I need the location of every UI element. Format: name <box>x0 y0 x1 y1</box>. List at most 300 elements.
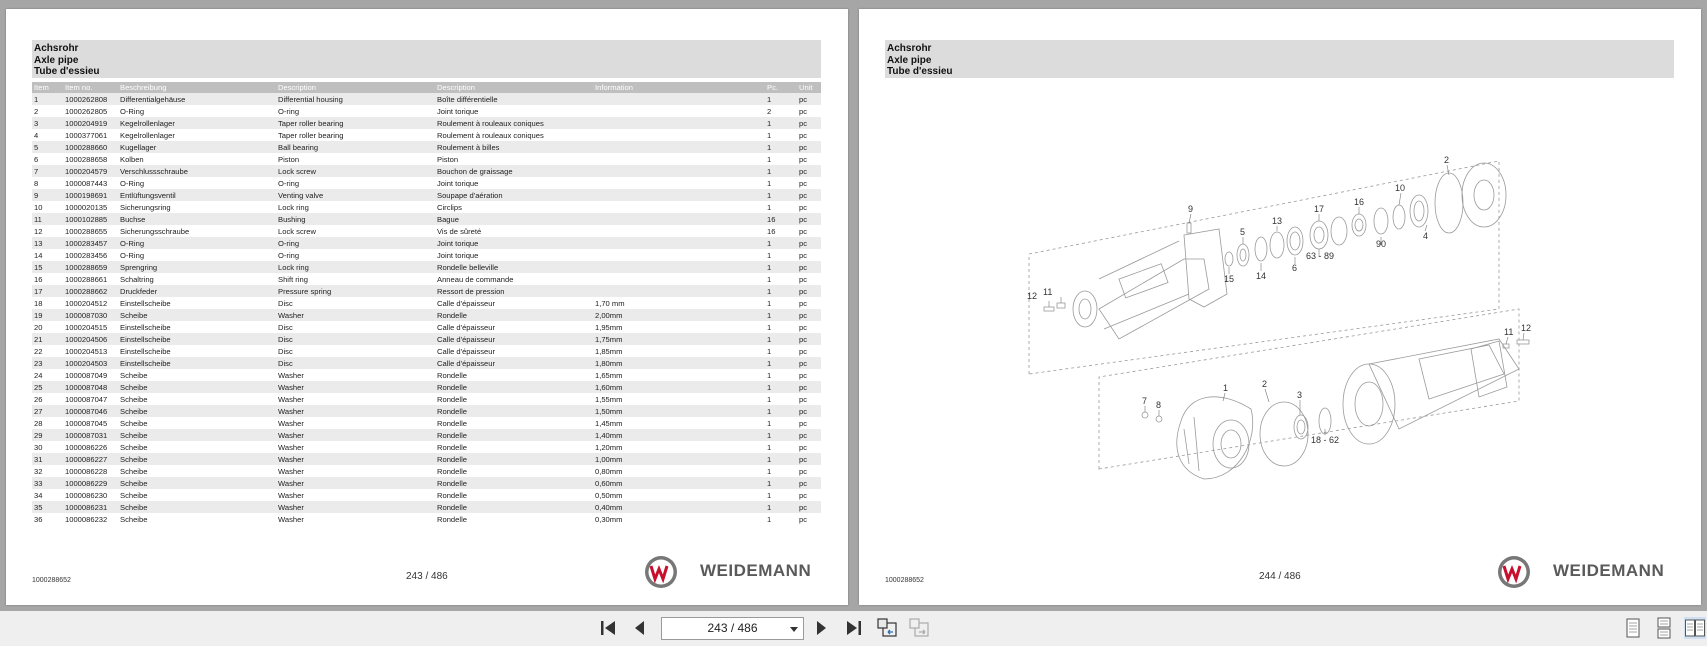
column-header: Item <box>32 82 63 93</box>
table-cell: 36 <box>34 514 43 524</box>
chevron-down-icon <box>790 627 798 632</box>
table-cell: Ball bearing <box>276 141 435 153</box>
table-cell: 1 <box>767 178 772 188</box>
table-cell: 1 <box>765 453 797 465</box>
table-cell: pc <box>799 130 808 140</box>
table-row <box>32 429 821 441</box>
table-cell: 1,65mm <box>595 370 623 380</box>
table-row <box>32 345 821 357</box>
table-cell: 1 <box>767 370 772 380</box>
table-cell: 34 <box>34 490 43 500</box>
table-row <box>32 117 821 129</box>
table-cell: O-Ring <box>120 178 145 188</box>
table-cell: Rondelle <box>435 309 593 321</box>
table-cell: 3 <box>32 117 63 129</box>
table-cell: pc <box>797 141 821 153</box>
table-cell: Anneau de commande <box>437 274 514 284</box>
table-cell: 1,55mm <box>595 394 623 404</box>
table-row <box>32 285 821 297</box>
table-cell: Scheibe <box>118 477 276 489</box>
table-row <box>32 333 821 345</box>
table-cell: Verschlussschraube <box>118 165 276 177</box>
viewer-toolbar <box>0 611 1707 646</box>
table-cell: Calle d'épaisseur <box>437 298 496 308</box>
table-cell: 0,80mm <box>595 466 623 476</box>
callout-9: 9 <box>1188 204 1194 214</box>
table-cell: Sprengring <box>118 261 276 273</box>
table-cell: 1,60mm <box>593 381 765 393</box>
table-cell <box>593 237 765 249</box>
table-cell: Sicherungsring <box>120 202 171 212</box>
table-cell: 1 <box>767 298 772 308</box>
table-cell: Einstellscheibe <box>118 333 276 345</box>
table-cell: Scheibe <box>118 429 276 441</box>
table-cell: 1000283456 <box>65 250 108 260</box>
table-cell: 1000086227 <box>63 453 118 465</box>
table-cell: 31 <box>32 453 63 465</box>
table-cell: 1000086231 <box>63 501 118 513</box>
table-cell: 17 <box>32 285 63 297</box>
table-cell: Taper roller bearing <box>276 117 435 129</box>
lower-screws <box>1142 340 1529 422</box>
table-cell: Washer <box>278 490 304 500</box>
callout-63-89: 63 - 89 <box>1306 251 1335 261</box>
table-cell: 1,50mm <box>593 405 765 417</box>
table-cell: Sicherungsschraube <box>120 226 190 236</box>
table-cell: 1 <box>765 237 797 249</box>
table-row <box>32 357 821 369</box>
table-cell: Scheibe <box>120 370 148 380</box>
table-cell: Shift ring <box>278 274 308 284</box>
table-row <box>32 153 821 165</box>
table-cell: 23 <box>32 357 63 369</box>
table-cell <box>593 225 765 237</box>
table-cell: Rondelle <box>435 405 593 417</box>
table-cell: pc <box>797 333 821 345</box>
table-cell: 1 <box>765 285 797 297</box>
upper-ring-series <box>1225 163 1506 266</box>
table-cell: Joint torique <box>437 250 479 260</box>
callout-2-upper: 2 <box>1444 155 1450 165</box>
table-cell: Rondelle <box>435 501 593 513</box>
table-cell: 20 <box>34 322 43 332</box>
table-cell <box>593 177 765 189</box>
table-cell: pc <box>799 418 808 428</box>
table-cell <box>593 261 765 273</box>
table-cell: Druckfeder <box>118 285 276 297</box>
table-row <box>32 261 821 273</box>
parts-table <box>32 82 821 525</box>
table-cell: Boîte différentielle <box>435 93 593 105</box>
table-cell: pc <box>797 213 821 225</box>
callout-11-lower: 11 <box>1504 327 1514 337</box>
table-cell: Scheibe <box>118 453 276 465</box>
table-cell: Scheibe <box>118 501 276 513</box>
table-cell: 12 <box>34 226 43 236</box>
table-row <box>32 213 821 225</box>
table-cell: 1000204506 <box>63 333 118 345</box>
table-cell: Taper roller bearing <box>278 130 344 140</box>
table-cell: pc <box>799 490 808 500</box>
table-cell: pc <box>799 106 808 116</box>
table-cell: 1000288661 <box>65 274 108 284</box>
callout-18-62: 18 - 62 <box>1311 435 1340 445</box>
table-cell: 25 <box>32 381 63 393</box>
right-page <box>859 9 1701 605</box>
table-cell: pc <box>799 250 808 260</box>
page-number: 243 / 486 <box>406 571 448 582</box>
table-cell: 35 <box>32 501 63 513</box>
table-cell: Rondelle <box>435 381 593 393</box>
table-cell: 1000087031 <box>63 429 118 441</box>
table-cell: pc <box>797 501 821 513</box>
table-cell: 1 <box>767 442 772 452</box>
table-cell: 32 <box>34 466 43 476</box>
table-cell: Rondelle <box>435 477 593 489</box>
table-cell: Differential housing <box>276 93 435 105</box>
table-cell: 1 <box>767 466 772 476</box>
table-cell: 30 <box>34 442 43 452</box>
table-cell: 1000086229 <box>63 477 118 489</box>
table-cell: 1 <box>767 274 772 284</box>
table-row <box>32 189 821 201</box>
table-cell: Einstellscheibe <box>120 298 171 308</box>
table-header-row <box>32 82 821 93</box>
table-cell: Washer <box>278 418 304 428</box>
table-cell: 1000262805 <box>65 106 108 116</box>
table-cell: Joint torique <box>435 237 593 249</box>
table-cell: O-ring <box>276 237 435 249</box>
table-cell: 1000087046 <box>63 405 118 417</box>
table-row <box>32 405 821 417</box>
table-cell: 22 <box>34 346 43 356</box>
previous-page-icon[interactable] <box>629 617 651 639</box>
callout-16: 16 <box>1354 197 1365 207</box>
table-cell: pc <box>797 477 821 489</box>
document-number: 1000288652 <box>885 577 924 584</box>
table-cell: 19 <box>32 309 63 321</box>
first-page-icon[interactable] <box>598 617 620 639</box>
callout-7: 7 <box>1142 396 1148 406</box>
table-cell: Disc <box>278 322 293 332</box>
table-cell: O-ring <box>278 106 300 116</box>
table-cell: 1 <box>767 346 772 356</box>
table-cell: pc <box>799 346 808 356</box>
diagram-callouts <box>1027 155 1531 445</box>
table-cell: 14 <box>34 250 43 260</box>
table-cell <box>593 153 765 165</box>
table-cell: Scheibe <box>118 405 276 417</box>
table-cell: 1000198691 <box>63 189 118 201</box>
table-cell: O-Ring <box>120 250 145 260</box>
table-cell: 1,20mm <box>595 442 623 452</box>
table-cell: Scheibe <box>120 466 148 476</box>
table-cell: 1 <box>765 333 797 345</box>
table-cell: 1 <box>765 117 797 129</box>
table-cell: 1 <box>765 141 797 153</box>
brand-name: WEIDEMANN <box>1553 561 1665 580</box>
table-cell: Rondelle <box>437 418 467 428</box>
table-cell: 1 <box>765 165 797 177</box>
table-cell: Rondelle <box>437 466 467 476</box>
table-cell: 1,70 mm <box>595 298 625 308</box>
table-cell: 0,30mm <box>595 514 623 524</box>
table-cell: 1000288658 <box>65 154 108 164</box>
table-cell: 1 <box>767 394 772 404</box>
table-cell: pc <box>797 165 821 177</box>
table-cell: 1000204512 <box>65 298 108 308</box>
table-cell: Differentialgehäuse <box>118 93 276 105</box>
table-cell: 28 <box>34 418 43 428</box>
callout-4: 4 <box>1423 231 1429 241</box>
table-cell: 16 <box>767 226 776 236</box>
table-cell: 1000288659 <box>63 261 118 273</box>
table-cell: 16 <box>34 274 43 284</box>
table-cell: 13 <box>32 237 63 249</box>
table-cell: 0,60mm <box>593 477 765 489</box>
title-german: Achsrohr <box>34 43 79 54</box>
column-header: Unit <box>797 82 821 93</box>
table-cell: Entlüftungsventil <box>118 189 276 201</box>
title-french: Tube d'essieu <box>34 66 100 77</box>
table-cell: pc <box>797 261 821 273</box>
table-cell: Piston <box>437 154 459 164</box>
table-cell: pc <box>799 466 808 476</box>
callout-14: 14 <box>1256 271 1267 281</box>
table-cell: 1 <box>765 93 797 105</box>
table-cell: 1 <box>765 429 797 441</box>
table-cell: 1000204503 <box>63 357 118 369</box>
title-english: Axle pipe <box>887 54 932 66</box>
table-cell: 4 <box>34 130 39 140</box>
table-cell: 16 <box>765 213 797 225</box>
table-cell: Buchse <box>118 213 276 225</box>
table-row <box>32 501 821 513</box>
table-cell: 1 <box>765 261 797 273</box>
table-row <box>32 249 821 261</box>
page-number: 244 / 486 <box>1259 571 1301 582</box>
table-cell: 1000204513 <box>65 346 108 356</box>
table-cell: 18 <box>34 298 43 308</box>
table-cell: Washer <box>276 477 435 489</box>
callout-5: 5 <box>1240 227 1246 237</box>
table-cell: Einstellscheibe <box>118 357 276 369</box>
table-cell: Calle d'épaisseur <box>435 333 593 345</box>
table-cell: Roulement à billes <box>435 141 593 153</box>
table-cell: pc <box>799 442 808 452</box>
table-cell: 1000288655 <box>65 226 108 236</box>
table-cell: Washer <box>276 405 435 417</box>
table-cell: 1 <box>767 418 772 428</box>
table-cell: pc <box>799 178 808 188</box>
table-cell: 1000087048 <box>63 381 118 393</box>
table-row <box>32 465 821 477</box>
table-cell: Einstellscheibe <box>120 322 171 332</box>
table-cell: Washer <box>278 466 304 476</box>
table-cell: 1 <box>32 93 63 105</box>
table-cell: 1000204515 <box>65 322 108 332</box>
title-german: Achsrohr <box>887 43 932 54</box>
table-cell <box>593 93 765 105</box>
differential-housing <box>1177 397 1253 479</box>
table-cell: Kugellager <box>118 141 276 153</box>
table-cell: 33 <box>32 477 63 489</box>
column-header: Pc. <box>765 82 797 93</box>
brand-name: WEIDEMANN <box>700 561 812 580</box>
table-cell <box>593 117 765 129</box>
table-cell: pc <box>799 298 808 308</box>
callout-2-lower: 2 <box>1262 379 1268 389</box>
table-cell: 1000087047 <box>65 394 108 404</box>
table-cell: pc <box>797 237 821 249</box>
table-cell <box>593 189 765 201</box>
table-cell: pc <box>799 274 808 284</box>
table-cell: Bushing <box>276 213 435 225</box>
next-page-icon[interactable] <box>810 617 832 639</box>
table-cell: 1000087049 <box>65 370 108 380</box>
table-cell: Disc <box>278 346 293 356</box>
table-row <box>32 93 821 105</box>
callout-3: 3 <box>1297 390 1303 400</box>
table-cell: 1,85mm <box>595 346 623 356</box>
table-cell: Rondelle <box>437 394 467 404</box>
table-cell: Kegelrollenlager <box>118 117 276 129</box>
table-row <box>32 393 821 405</box>
lower-axle-tube <box>1343 339 1519 444</box>
table-cell: Scheibe <box>120 514 148 524</box>
table-cell: 5 <box>32 141 63 153</box>
table-cell: Joint torique <box>437 178 479 188</box>
table-cell: Soupape d'aération <box>435 189 593 201</box>
table-cell: Bague <box>435 213 593 225</box>
table-cell: Calle d'épaisseur <box>437 346 496 356</box>
current-page-value: 243 / 486 <box>707 621 758 635</box>
table-cell: 1000288660 <box>63 141 118 153</box>
table-cell: pc <box>797 309 821 321</box>
table-cell: Kegelrollenlager <box>120 130 175 140</box>
table-cell: 7 <box>32 165 63 177</box>
table-row <box>32 309 821 321</box>
table-cell <box>593 141 765 153</box>
table-row <box>32 369 821 381</box>
table-row <box>32 225 821 237</box>
table-cell: O-ring <box>278 250 300 260</box>
table-cell: Washer <box>276 381 435 393</box>
table-cell: 1000086230 <box>65 490 108 500</box>
table-cell: Scheibe <box>120 490 148 500</box>
table-cell: 1000204579 <box>63 165 118 177</box>
table-cell: 29 <box>32 429 63 441</box>
table-cell: Washer <box>278 394 304 404</box>
two-page-view-icon[interactable] <box>1684 617 1706 639</box>
table-cell: 1 <box>765 477 797 489</box>
callout-1: 1 <box>1223 383 1229 393</box>
table-cell <box>593 105 765 117</box>
table-cell: pc <box>799 370 808 380</box>
table-row <box>32 273 821 285</box>
table-row <box>32 129 821 141</box>
table-cell: 1 <box>767 154 772 164</box>
continuous-view-icon[interactable] <box>1653 617 1675 639</box>
table-cell: Rondelle <box>437 370 467 380</box>
table-cell: Washer <box>276 453 435 465</box>
table-cell: Lock screw <box>276 165 435 177</box>
table-cell: pc <box>799 514 808 524</box>
table-cell: 1 <box>767 490 772 500</box>
table-cell: 24 <box>34 370 43 380</box>
table-cell <box>593 129 765 141</box>
go-forward-icon[interactable] <box>908 617 930 639</box>
column-header: Information <box>593 82 765 93</box>
table-cell: O-Ring <box>118 237 276 249</box>
table-cell: 1000086228 <box>65 466 108 476</box>
page-number-select[interactable] <box>661 617 804 640</box>
table-cell: 1000087045 <box>65 418 108 428</box>
table-cell: Washer <box>278 514 304 524</box>
table-cell: 2 <box>34 106 39 116</box>
table-cell: 1 <box>765 501 797 513</box>
table-cell: Disc <box>276 333 435 345</box>
lower-frame-dashed <box>1099 309 1519 469</box>
axle-exploded-diagram <box>859 9 1701 549</box>
weidemann-logo-icon <box>644 555 678 589</box>
table-cell: pc <box>797 285 821 297</box>
page-title-block <box>32 40 821 78</box>
column-header: Beschreibung <box>118 82 276 93</box>
table-cell: Lock screw <box>278 226 316 236</box>
table-cell <box>593 285 765 297</box>
table-cell: 6 <box>34 154 39 164</box>
callout-11-upper: 11 <box>1043 287 1053 297</box>
table-cell: 1000102885 <box>63 213 118 225</box>
table-cell: 2 <box>767 106 772 116</box>
table-cell: Venting valve <box>276 189 435 201</box>
table-cell: 1000086232 <box>65 514 108 524</box>
title-english: Axle pipe <box>34 54 79 66</box>
table-cell: O-ring <box>278 178 300 188</box>
table-cell: 1 <box>767 130 772 140</box>
table-cell: 1,95mm <box>595 322 623 332</box>
table-row <box>32 417 821 429</box>
go-back-icon[interactable] <box>876 617 898 639</box>
table-cell: pc <box>799 322 808 332</box>
table-cell: pc <box>799 202 808 212</box>
leader-lines <box>1049 165 1524 435</box>
weidemann-logo-icon <box>1497 555 1531 589</box>
table-cell: 1000020135 <box>65 202 108 212</box>
table-cell: Lock ring <box>276 261 435 273</box>
table-row <box>32 201 821 213</box>
table-row <box>32 381 821 393</box>
table-cell: pc <box>797 117 821 129</box>
table-row <box>32 237 821 249</box>
table-cell: 2,00mm <box>593 309 765 321</box>
table-cell: Rondelle <box>437 514 467 524</box>
table-cell: pc <box>797 189 821 201</box>
table-row <box>32 513 821 525</box>
table-cell: Ressort de pression <box>435 285 593 297</box>
column-header: Description <box>276 82 435 93</box>
single-page-view-icon[interactable] <box>1622 617 1644 639</box>
table-row <box>32 177 821 189</box>
table-row <box>32 477 821 489</box>
table-row <box>32 453 821 465</box>
table-cell: Piston <box>278 154 300 164</box>
lower-ring-series <box>1260 402 1331 466</box>
table-cell: 15 <box>32 261 63 273</box>
table-cell: Disc <box>276 357 435 369</box>
last-page-icon[interactable] <box>842 617 864 639</box>
